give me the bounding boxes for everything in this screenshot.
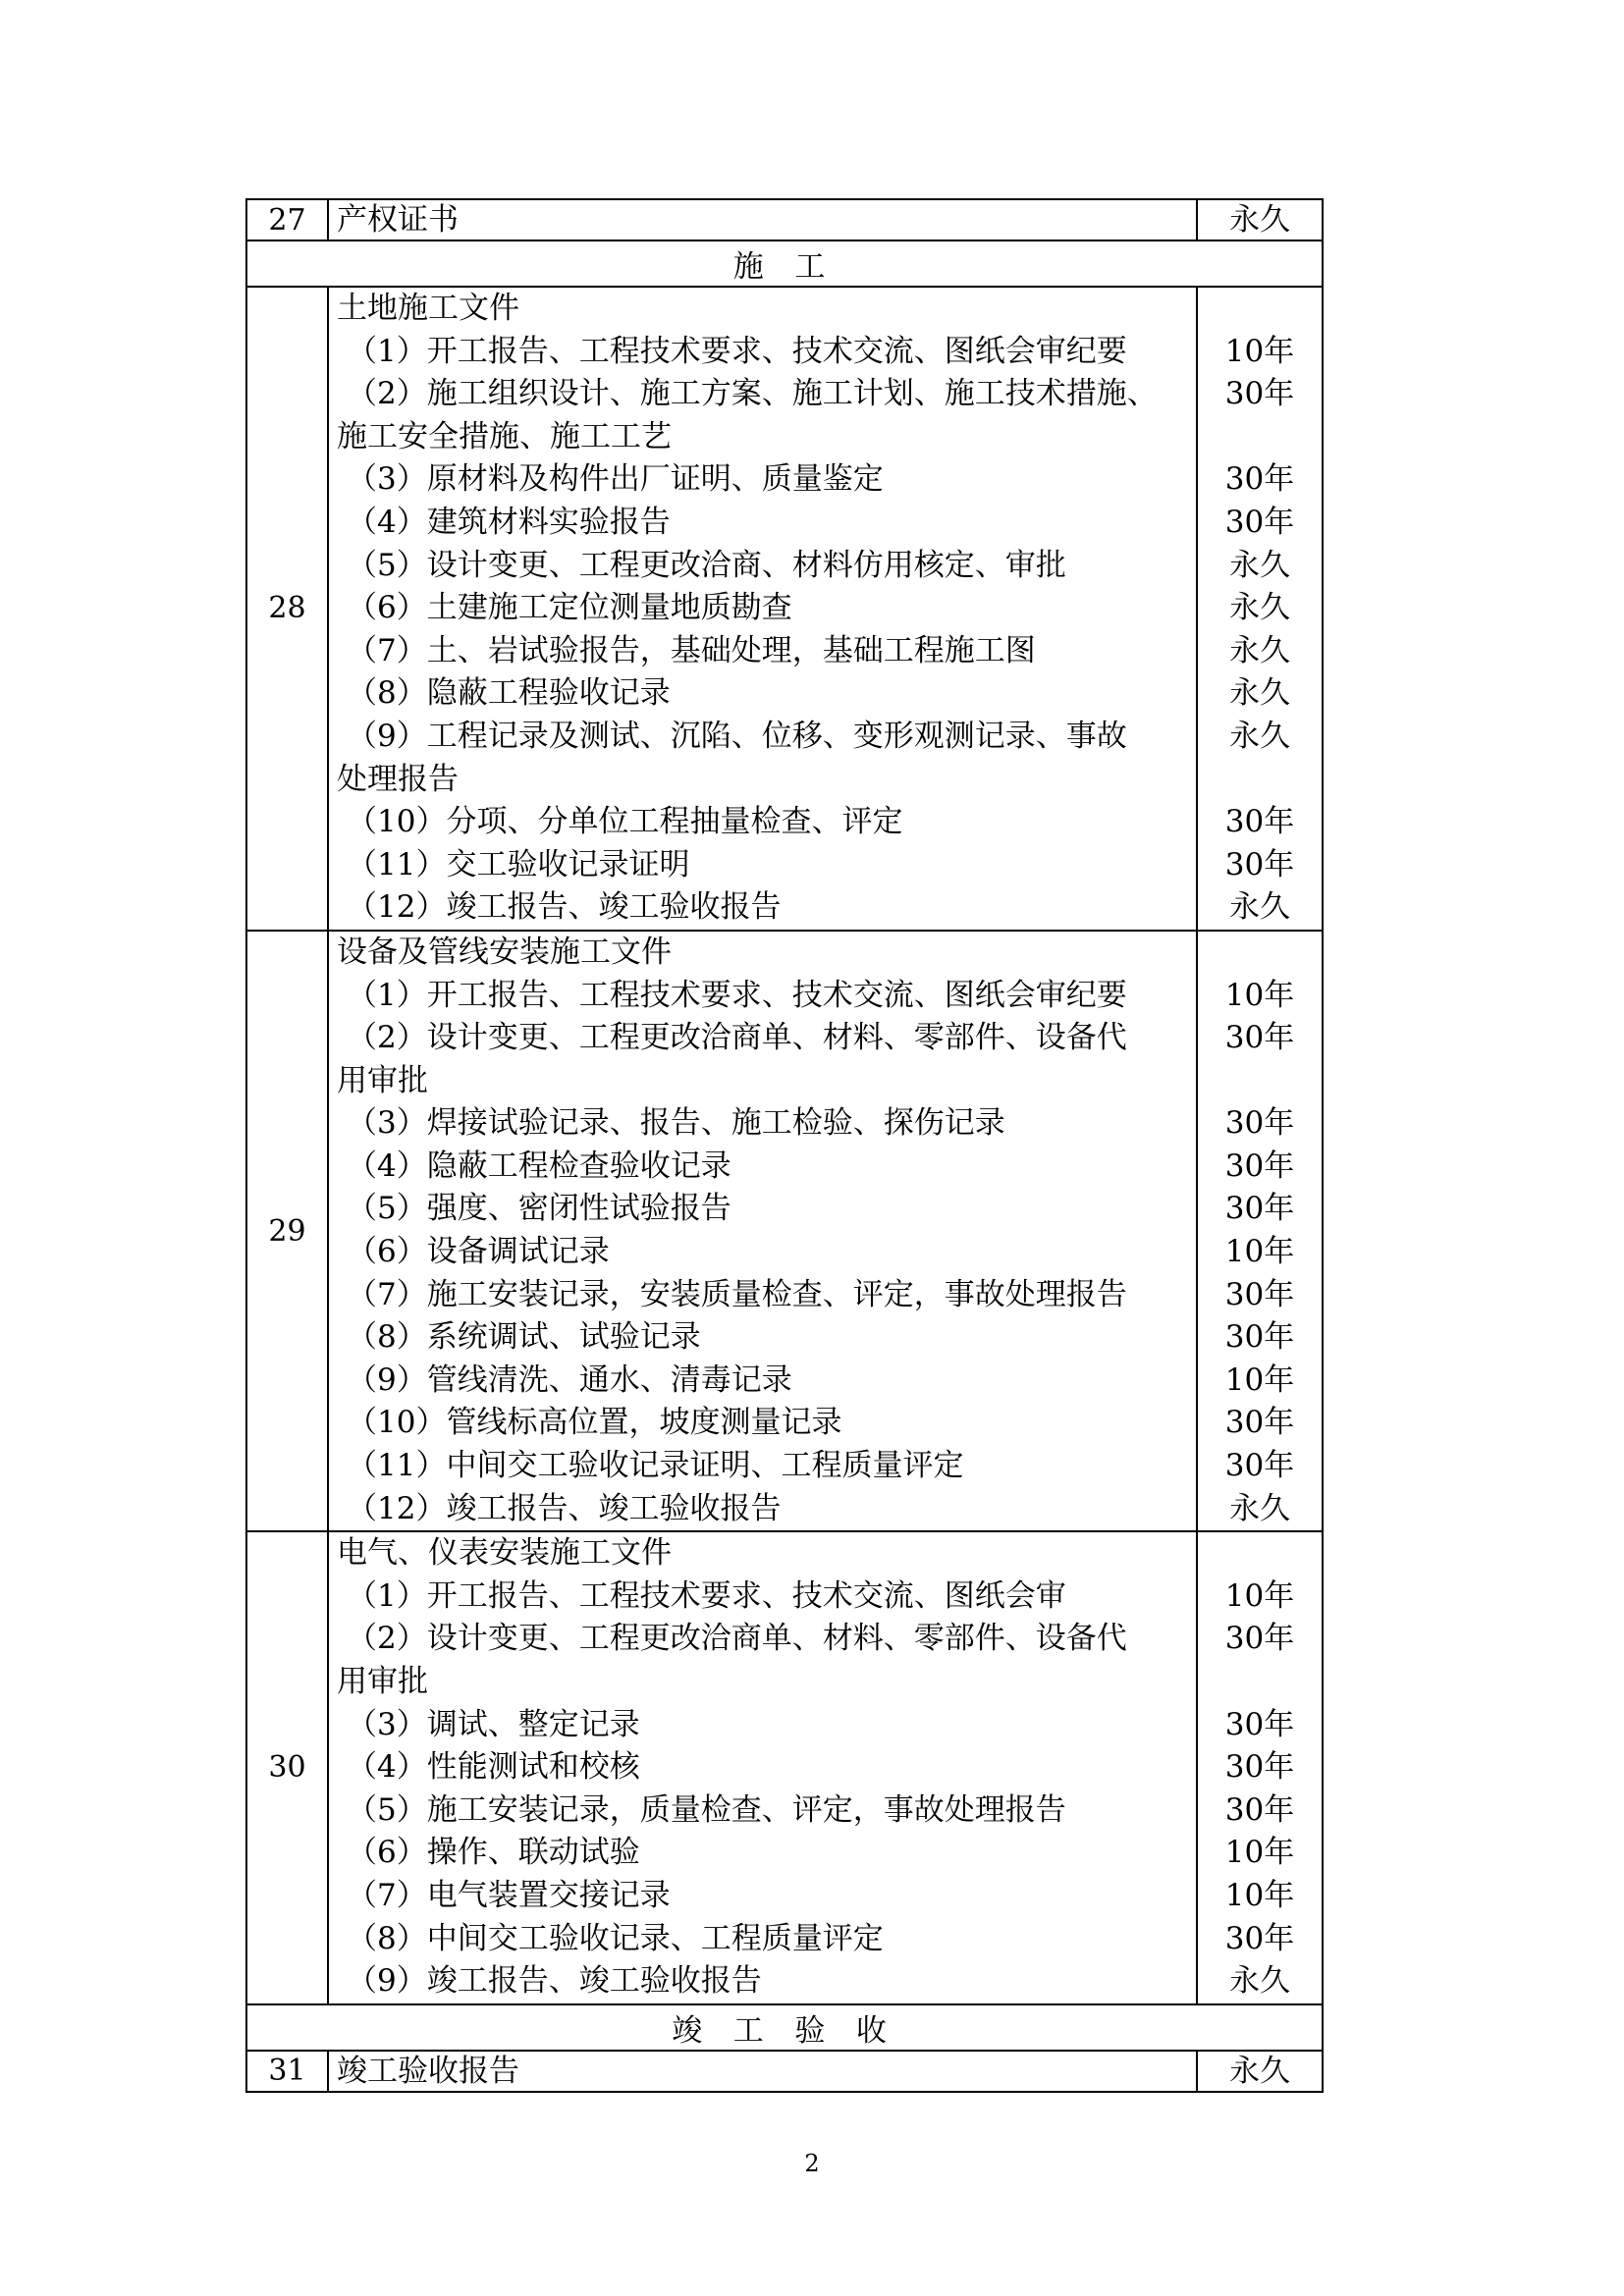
item-line: （1）开工报告、工程技术要求、技术交流、图纸会审 [347,1577,1066,1614]
retention-term: 永久 [1229,889,1290,926]
item-line: （11）交工验收记录证明 [347,846,690,882]
item-line: （7）土、岩试验报告，基础处理，基础工程施工图 [347,632,1036,668]
retention-term: 10年 [1224,333,1295,369]
row-item [328,1531,1197,2004]
row-term [1197,287,1323,931]
retention-term: 10年 [1224,1835,1295,1871]
retention-term: 永久 [1229,632,1290,668]
row-item: 产权证书 [328,199,1197,240]
row-term [1197,1531,1323,2004]
retention-term: 10年 [1224,977,1295,1013]
retention-term: 永久 [1229,718,1290,754]
item-line: （8）中间交工验收记录、工程质量评定 [347,1920,884,1956]
term-spacer [1198,932,1322,975]
item-line: （10）分项、分单位工程抽量检查、评定 [347,804,903,840]
row-number: 31 [246,2051,328,2092]
retention-term: 30年 [1224,1020,1295,1056]
retention-term: 30年 [1224,1920,1295,1956]
retention-term: 30年 [1224,1276,1295,1312]
row-number: 30 [246,1531,328,2004]
item-line: 用审批 [337,1664,428,1699]
item-line: （5）施工安装记录，质量检查、评定，事故处理报告 [347,1791,1066,1828]
retention-term: 30年 [1224,1706,1295,1742]
item-line: （6）土建施工定位测量地质勘查 [347,590,792,626]
row-term [1197,931,1323,1531]
retention-term: 30年 [1224,1791,1295,1828]
item-line: 施工安全措施、施工工艺 [337,418,672,454]
item-line: 用审批 [337,1062,428,1098]
item-line: （6）操作、联动试验 [347,1835,640,1871]
item-line: （10）管线标高位置，坡度测量记录 [347,1405,842,1441]
retention-term: 30年 [1224,461,1295,498]
item-line: （9）工程记录及测试、沉陷、位移、变形观测记录、事故 [347,718,1127,754]
item-line: （4）隐蔽工程检查验收记录 [347,1148,731,1184]
item-line: （4）性能测试和校核 [347,1749,640,1786]
retention-term [1198,416,1322,459]
item-line: （3）调试、整定记录 [347,1706,640,1742]
retention-term: 10年 [1224,1234,1295,1270]
item-line: （5）强度、密闭性试验报告 [347,1191,731,1227]
archive-retention-table [245,198,1324,2093]
retention-term: 10年 [1224,1877,1295,1913]
retention-term: 30年 [1224,1191,1295,1227]
item-line: （2）设计变更、工程更改洽商单、材料、零部件、设备代 [347,1621,1127,1657]
retention-term: 永久 [1229,1963,1290,2000]
section-construction: 施 工 [246,240,1323,287]
item-line: （7）施工安装记录，安装质量检查、评定，事故处理报告 [347,1276,1127,1312]
item-line: （1）开工报告、工程技术要求、技术交流、图纸会审纪要 [347,977,1127,1013]
retention-term: 30年 [1224,1621,1295,1657]
row-term: 永久 [1197,199,1323,240]
item-line: （1）开工报告、工程技术要求、技术交流、图纸会审纪要 [347,333,1127,369]
row-number: 27 [246,199,328,240]
retention-term: 30年 [1224,376,1295,412]
retention-term [1198,1661,1322,1704]
group-title: 土地施工文件 [337,291,519,326]
item-line: （12）竣工报告、竣工验收报告 [347,1490,782,1526]
retention-term: 永久 [1229,590,1290,626]
retention-term: 30年 [1224,1749,1295,1786]
item-line: （8）隐蔽工程验收记录 [347,675,671,712]
table-row [246,199,1323,240]
retention-term: 永久 [1229,1490,1290,1526]
item-line: （5）设计变更、工程更改洽商、材料仿用核定、审批 [347,547,1066,583]
retention-term: 30年 [1224,504,1295,540]
item-line: 处理报告 [337,761,459,797]
table-row [246,2051,1323,2092]
item-line: （8）系统调试、试验记录 [347,1319,701,1356]
term-spacer [1198,288,1322,331]
item-line: （4）建筑材料实验报告 [347,504,671,540]
group-title: 电气、仪表安装施工文件 [337,1535,672,1572]
item-line: （3）原材料及构件出厂证明、质量鉴定 [347,461,884,498]
item-line: （9）管线清洗、通水、清毒记录 [347,1362,792,1398]
retention-term [1198,759,1322,802]
retention-term: 30年 [1224,1448,1295,1484]
row-number: 29 [246,931,328,1531]
row-item: 竣工验收报告 [328,2051,1197,2092]
retention-term: 30年 [1224,1405,1295,1441]
retention-term: 30年 [1224,1319,1295,1356]
row-number: 28 [246,287,328,931]
retention-term [1198,1060,1322,1103]
group-title: 设备及管线安装施工文件 [337,934,672,970]
item-line: （2）施工组织设计、施工方案、施工计划、施工技术措施、 [347,376,1158,412]
page-number: 2 [804,2150,820,2177]
row-item [328,287,1197,931]
item-line: （6）设备调试记录 [347,1234,610,1270]
retention-term: 10年 [1224,1577,1295,1614]
row-item [328,931,1197,1531]
retention-term: 永久 [1229,675,1290,712]
row-term: 永久 [1197,2051,1323,2092]
section-header-row [246,240,1323,287]
item-line: （3）焊接试验记录、报告、施工检验、探伤记录 [347,1105,1005,1142]
section-acceptance: 竣 工 验 收 [246,2004,1323,2051]
retention-term: 30年 [1224,1148,1295,1184]
section-header-row [246,2004,1323,2051]
item-line: （7）电气装置交接记录 [347,1877,671,1913]
item-line: （11）中间交工验收记录证明、工程质量评定 [347,1448,964,1484]
item-line: （2）设计变更、工程更改洽商单、材料、零部件、设备代 [347,1020,1127,1056]
term-spacer [1198,1532,1322,1575]
table-row [246,287,1323,931]
retention-term: 30年 [1224,1105,1295,1142]
retention-term: 永久 [1229,547,1290,583]
item-line: （9）竣工报告、竣工验收报告 [347,1963,762,2000]
retention-term: 10年 [1224,1362,1295,1398]
table-row [246,1531,1323,2004]
retention-term: 30年 [1224,846,1295,882]
table-row [246,931,1323,1531]
retention-term: 30年 [1224,804,1295,840]
item-line: （12）竣工报告、竣工验收报告 [347,889,782,926]
